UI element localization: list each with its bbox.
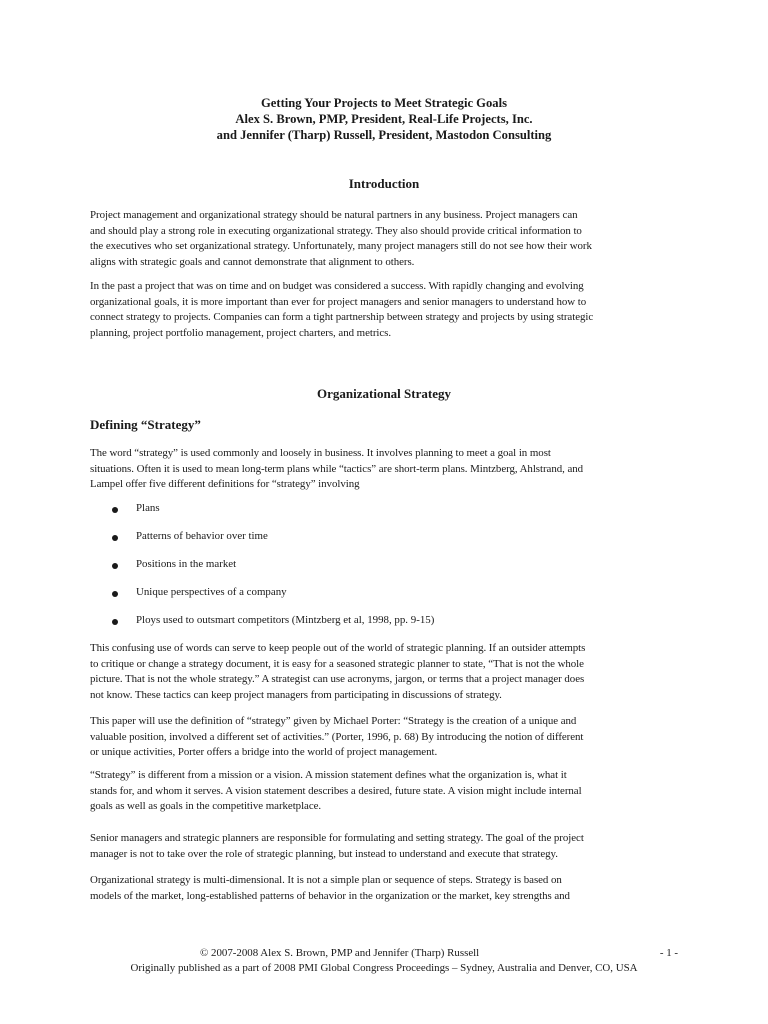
strategy-paragraph-3	[90, 714, 682, 761]
text-line: the executives who set organizational strategy. Unfortunately, many project managers still do not see how their work	[90, 240, 592, 253]
footer-publication-note: Originally published as a part of 2008 PMI Global Congress Proceedings – Sydney, Australia and Denver, CO, USA	[130, 962, 638, 974]
text-line: planning, project portfolio management, project charters, and metrics.	[90, 326, 392, 339]
text-line: models of the market, long-established patterns of behavior in the organization or the market, key strengths and	[90, 889, 570, 902]
intro-paragraph-1	[90, 208, 682, 270]
bullet-icon	[112, 619, 118, 625]
strategy-paragraph-1	[90, 446, 682, 493]
text-line: valuable position, involved a different set of activities.” (Porter, 1996, p. 68) By introducing the notion of different	[90, 730, 584, 743]
text-line: and should play a strong role in executing organizational strategy. They also should provide critical information to	[90, 224, 582, 237]
text-line: Organizational strategy is multi-dimensional. It is not a simple plan or sequence of steps. Strategy is based on	[90, 874, 562, 886]
text-line: aligns with strategic goals and cannot demonstrate that alignment to others.	[90, 255, 415, 268]
text-line: The word “strategy” is used commonly and loosely in business. It involves planning to meet a goal in most	[90, 447, 551, 459]
list-item-text: Plans	[136, 502, 160, 514]
text-line: Senior managers and strategic planners are responsible for formulating and setting strategy. The goal of the project	[90, 832, 584, 844]
org-strategy-heading: Organizational Strategy	[317, 386, 451, 401]
document-title: Getting Your Projects to Meet Strategic Goals	[261, 96, 507, 110]
author-line-1: Alex S. Brown, PMP, President, Real-Life Projects, Inc.	[235, 112, 533, 126]
list-item-text: Unique perspectives of a company	[136, 586, 287, 598]
list-item-text: Positions in the market	[136, 558, 237, 570]
text-line: not know. These tactics can keep project managers from participating in discussions of strategy.	[90, 688, 502, 701]
title-block	[90, 95, 678, 143]
text-line: connect strategy to projects. Companies can form a tight partnership between strategy and projects by using strategic	[90, 311, 594, 324]
strategy-paragraph-5	[90, 831, 682, 862]
text-line: or unique activities, Porter offers a bridge into the world of project management.	[90, 746, 438, 759]
strategy-paragraph-2	[90, 641, 682, 703]
text-line: goals as well as goals in the competitive marketplace.	[90, 800, 322, 813]
text-line: picture. That is not the whole strategy.” A strategist can use acronyms, jargon, or terms that a project manager does	[90, 673, 585, 686]
text-line: This confusing use of words can serve to keep people out of the world of strategic planning. If an outsider attempts	[90, 642, 586, 654]
text-line: This paper will use the definition of “strategy” given by Michael Porter: “Strategy is the creation of a unique and	[90, 715, 577, 727]
list-item-text: Ploys used to outsmart competitors (Mintzberg et al, 1998, pp. 9-15)	[136, 614, 435, 626]
list-item-text: Patterns of behavior over time	[136, 530, 268, 542]
text-line: manager is not to take over the role of strategic planning, but instead to understand and execute that strategy.	[90, 847, 558, 860]
intro-paragraph-2	[90, 279, 682, 341]
defining-strategy-subheading: Defining “Strategy”	[90, 417, 201, 432]
text-line: situations. Often it is used to mean long-term plans while “tactics” are short-term plans. Mintzberg, Ahlstrand, and	[90, 462, 584, 475]
introduction-heading: Introduction	[348, 176, 420, 191]
footer-copyright: © 2007-2008 Alex S. Brown, PMP and Jennifer (Tharp) Russell	[200, 947, 480, 959]
text-line: organizational goals, it is more important than ever for project managers and senior managers to understand how to	[90, 295, 587, 308]
bullet-icon	[112, 563, 118, 569]
bullet-icon	[112, 507, 118, 513]
text-line: Project management and organizational strategy should be natural partners in any business. Project managers can	[90, 209, 578, 221]
strategy-paragraph-6	[90, 873, 682, 904]
text-line: Lampel offer five different definitions for “strategy” involving	[90, 478, 360, 491]
author-line-2: and Jennifer (Tharp) Russell, President, Mastodon Consulting	[216, 128, 552, 142]
text-line: “Strategy” is different from a mission or a vision. A mission statement defines what the organization is, what it	[90, 769, 567, 781]
text-line: to critique or change a strategy document, it is easy for a seasoned strategic planner to state, “That is not the whole	[90, 657, 584, 670]
text-line: In the past a project that was on time and on budget was considered a success. With rapidly changing and evolving	[90, 280, 584, 292]
page-number: - 1 -	[659, 947, 678, 959]
bullet-icon	[112, 591, 118, 597]
bullet-icon	[112, 535, 118, 541]
text-line: stands for, and whom it serves. A vision statement describes a desired, future state. A vision might include internal	[90, 784, 582, 797]
strategy-paragraph-4	[90, 768, 682, 815]
